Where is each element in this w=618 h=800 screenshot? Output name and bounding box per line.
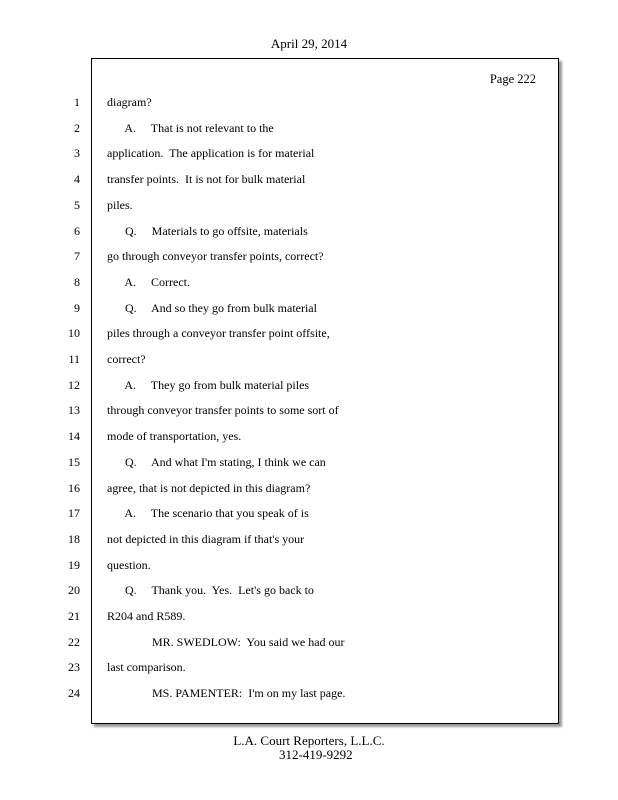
line-text: diagram?: [107, 95, 152, 109]
line-number: 11: [68, 352, 80, 366]
line-text: R204 and R589.: [107, 609, 186, 623]
line-number: 17: [68, 506, 80, 520]
line-text: A. Correct.: [107, 275, 190, 289]
line-number: 20: [68, 583, 80, 597]
line-number: 16: [68, 481, 80, 495]
line-number: 5: [74, 198, 80, 212]
line-number: 14: [68, 429, 80, 443]
line-number: 24: [68, 686, 80, 700]
line-text: A. They go from bulk material piles: [107, 378, 310, 392]
line-number: 8: [74, 275, 80, 289]
line-text: mode of transportation, yes.: [107, 429, 242, 443]
line-number: 21: [68, 609, 80, 623]
line-text: MS. PAMENTER: I'm on my last page.: [107, 686, 346, 700]
line-number: 1: [74, 95, 80, 109]
page-number: Page 222: [489, 72, 536, 86]
line-number: 9: [74, 301, 80, 315]
line-number: 2: [74, 121, 80, 135]
line-text: Q. Thank you. Yes. Let's go back to: [107, 583, 314, 597]
line-text: Q. Materials to go offsite, materials: [107, 224, 308, 238]
line-text: agree, that is not depicted in this diagram?: [107, 481, 311, 495]
line-text: through conveyor transfer points to some sort of: [107, 403, 339, 417]
line-text: application. The application is for material: [107, 146, 315, 160]
line-text: correct?: [107, 352, 146, 366]
line-text: MR. SWEDLOW: You said we had our: [107, 635, 345, 649]
line-text: not depicted in this diagram if that's your: [107, 532, 305, 546]
line-number: 18: [68, 532, 80, 546]
line-number: 4: [74, 172, 80, 186]
line-number: 15: [68, 455, 80, 469]
line-number: 13: [68, 403, 80, 417]
line-number: 19: [68, 558, 80, 572]
line-text: question.: [107, 558, 151, 572]
line-number: 7: [74, 249, 80, 263]
line-number: 3: [74, 146, 80, 160]
line-number: 6: [74, 224, 80, 238]
line-text: A. The scenario that you speak of is: [107, 506, 309, 520]
line-text: last comparison.: [107, 660, 186, 674]
line-number: 10: [68, 326, 80, 340]
footer-company: L.A. Court Reporters, L.L.C.: [233, 733, 385, 748]
line-text: Q. And what I'm stating, I think we can: [107, 455, 326, 469]
line-number: 23: [68, 660, 80, 674]
header-date: April 29, 2014: [270, 36, 348, 51]
line-text: Q. And so they go from bulk material: [107, 301, 317, 315]
line-text: go through conveyor transfer points, correct?: [107, 249, 324, 263]
footer-phone: 312-419-9292: [279, 747, 353, 762]
line-text: piles.: [107, 198, 133, 212]
line-text: transfer points. It is not for bulk material: [107, 172, 306, 186]
line-text: piles through a conveyor transfer point offsite,: [107, 326, 330, 340]
line-text: A. That is not relevant to the: [107, 121, 274, 135]
line-number: 12: [68, 378, 80, 392]
line-number: 22: [68, 635, 80, 649]
